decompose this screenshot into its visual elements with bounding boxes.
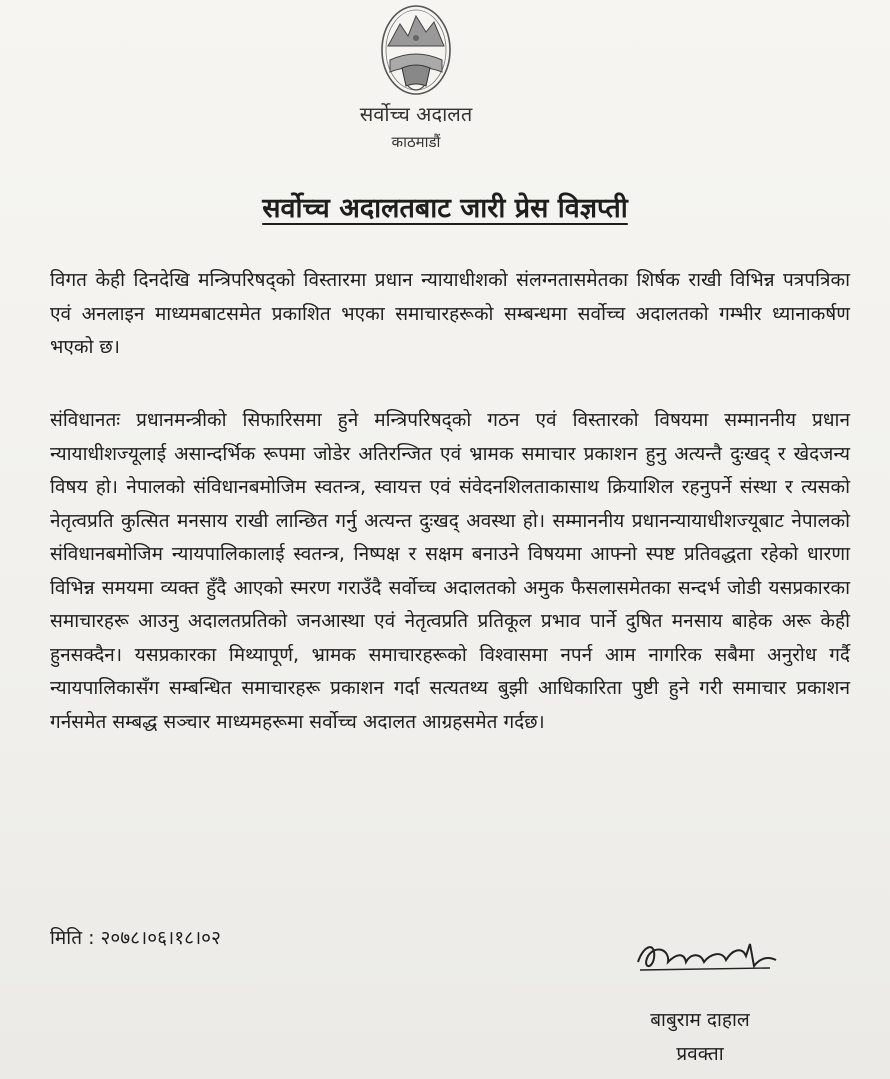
court-name: सर्वोच्च अदालत <box>359 102 473 126</box>
page-title: सर्वोच्च अदालतबाट जारी प्रेस विज्ञप्ती <box>262 193 628 224</box>
body-paragraph-1: विगत केही दिनदेखि मन्त्रिपरिषद्को विस्तारमा प्रधान न्यायाधीशको संलग्नतासमेतका शिर्षक राखी विभिन्न पत्रपत्रिका एवं अनलाइन माध्यमबाटसमेत प्रकाशित भएका समाचारहरूको सम्बन्धमा सर्वोच्च अदालतको गम्भीर ध्यानाकर्षण भएको छ। <box>50 269 850 358</box>
signatory-title: प्रवक्ता <box>676 1043 724 1065</box>
issue-date: मिति : २०७८।०६।१८।०२ <box>50 927 221 949</box>
body-paragraph-2: संविधानतः प्रधानमन्त्रीको सिफारिसमा हुने मन्त्रिपरिषद्को गठन एवं विस्तारको विषयमा सम्माननीय प्रधान न्यायाधीशज्यूलाई असान्दर्भिक रूपमा जोडेर अतिरन्जित एवं भ्रामक समाचार प्रकाशन हुनु अत्यन्तै दुःखद् र खेदजन्य विषय हो। नेपालको संविधानबमोजिम स्वतन्त्र, स्वायत्त एवं संवेदनशिलताकासाथ क्रियाशिल रहनुपर्ने संस्था र त्यसको नेतृत्वप्रति कुत्सित मनसाय राखी लान्छित गर्नु अत्यन्त दुःखद् अवस्था हो। सम्माननीय प्रधानन्यायाधीशज्यूबाट नेपालको संविधानबमोजिम न्यायपालिकालाई स्वतन्त्र, निष्पक्ष र सक्षम बनाउने विषयमा आफ्नो स्पष्ट प्रतिवद्धता रहेको धारणा विभिन्न समयमा व्यक्त हुँदै आएको स्मरण गराउँदै सर्वोच्च अदालतको अमुक फैसलासमेतका सन्दर्भ जोडी यसप्रकारका समाचारहरू आउनु अदालतप्रतिको जनआस्था एवं नेतृत्वप्रति प्रतिकूल प्रभाव पार्ने दुषित मनसाय बाहेक अरू केही हुनसक्दैन। यसप्रकारका मिथ्यापूर्ण, भ्रामक समाचारहरूको विश्वासमा नपर्न आम नागरिक सबैमा अनुरोध गर्दै न्यायपालिकासँग सम्बन्धित समाचारहरू प्रकाशन गर्दा सत्यतथ्य बुझी आधिकारिता पुष्टी हुने गरी समाचार प्रकाशन गर्नसमेत सम्बद्ध सञ्चार माध्यमहरूमा सर्वोच्च अदालत आग्रहसमेत गर्दछ। <box>50 409 850 733</box>
handwritten-signature <box>630 932 780 982</box>
nepal-emblem-icon <box>366 2 466 112</box>
signatory-name: बाबुराम दाहाल <box>650 1009 750 1031</box>
court-city: काठमाडौं <box>391 133 441 151</box>
